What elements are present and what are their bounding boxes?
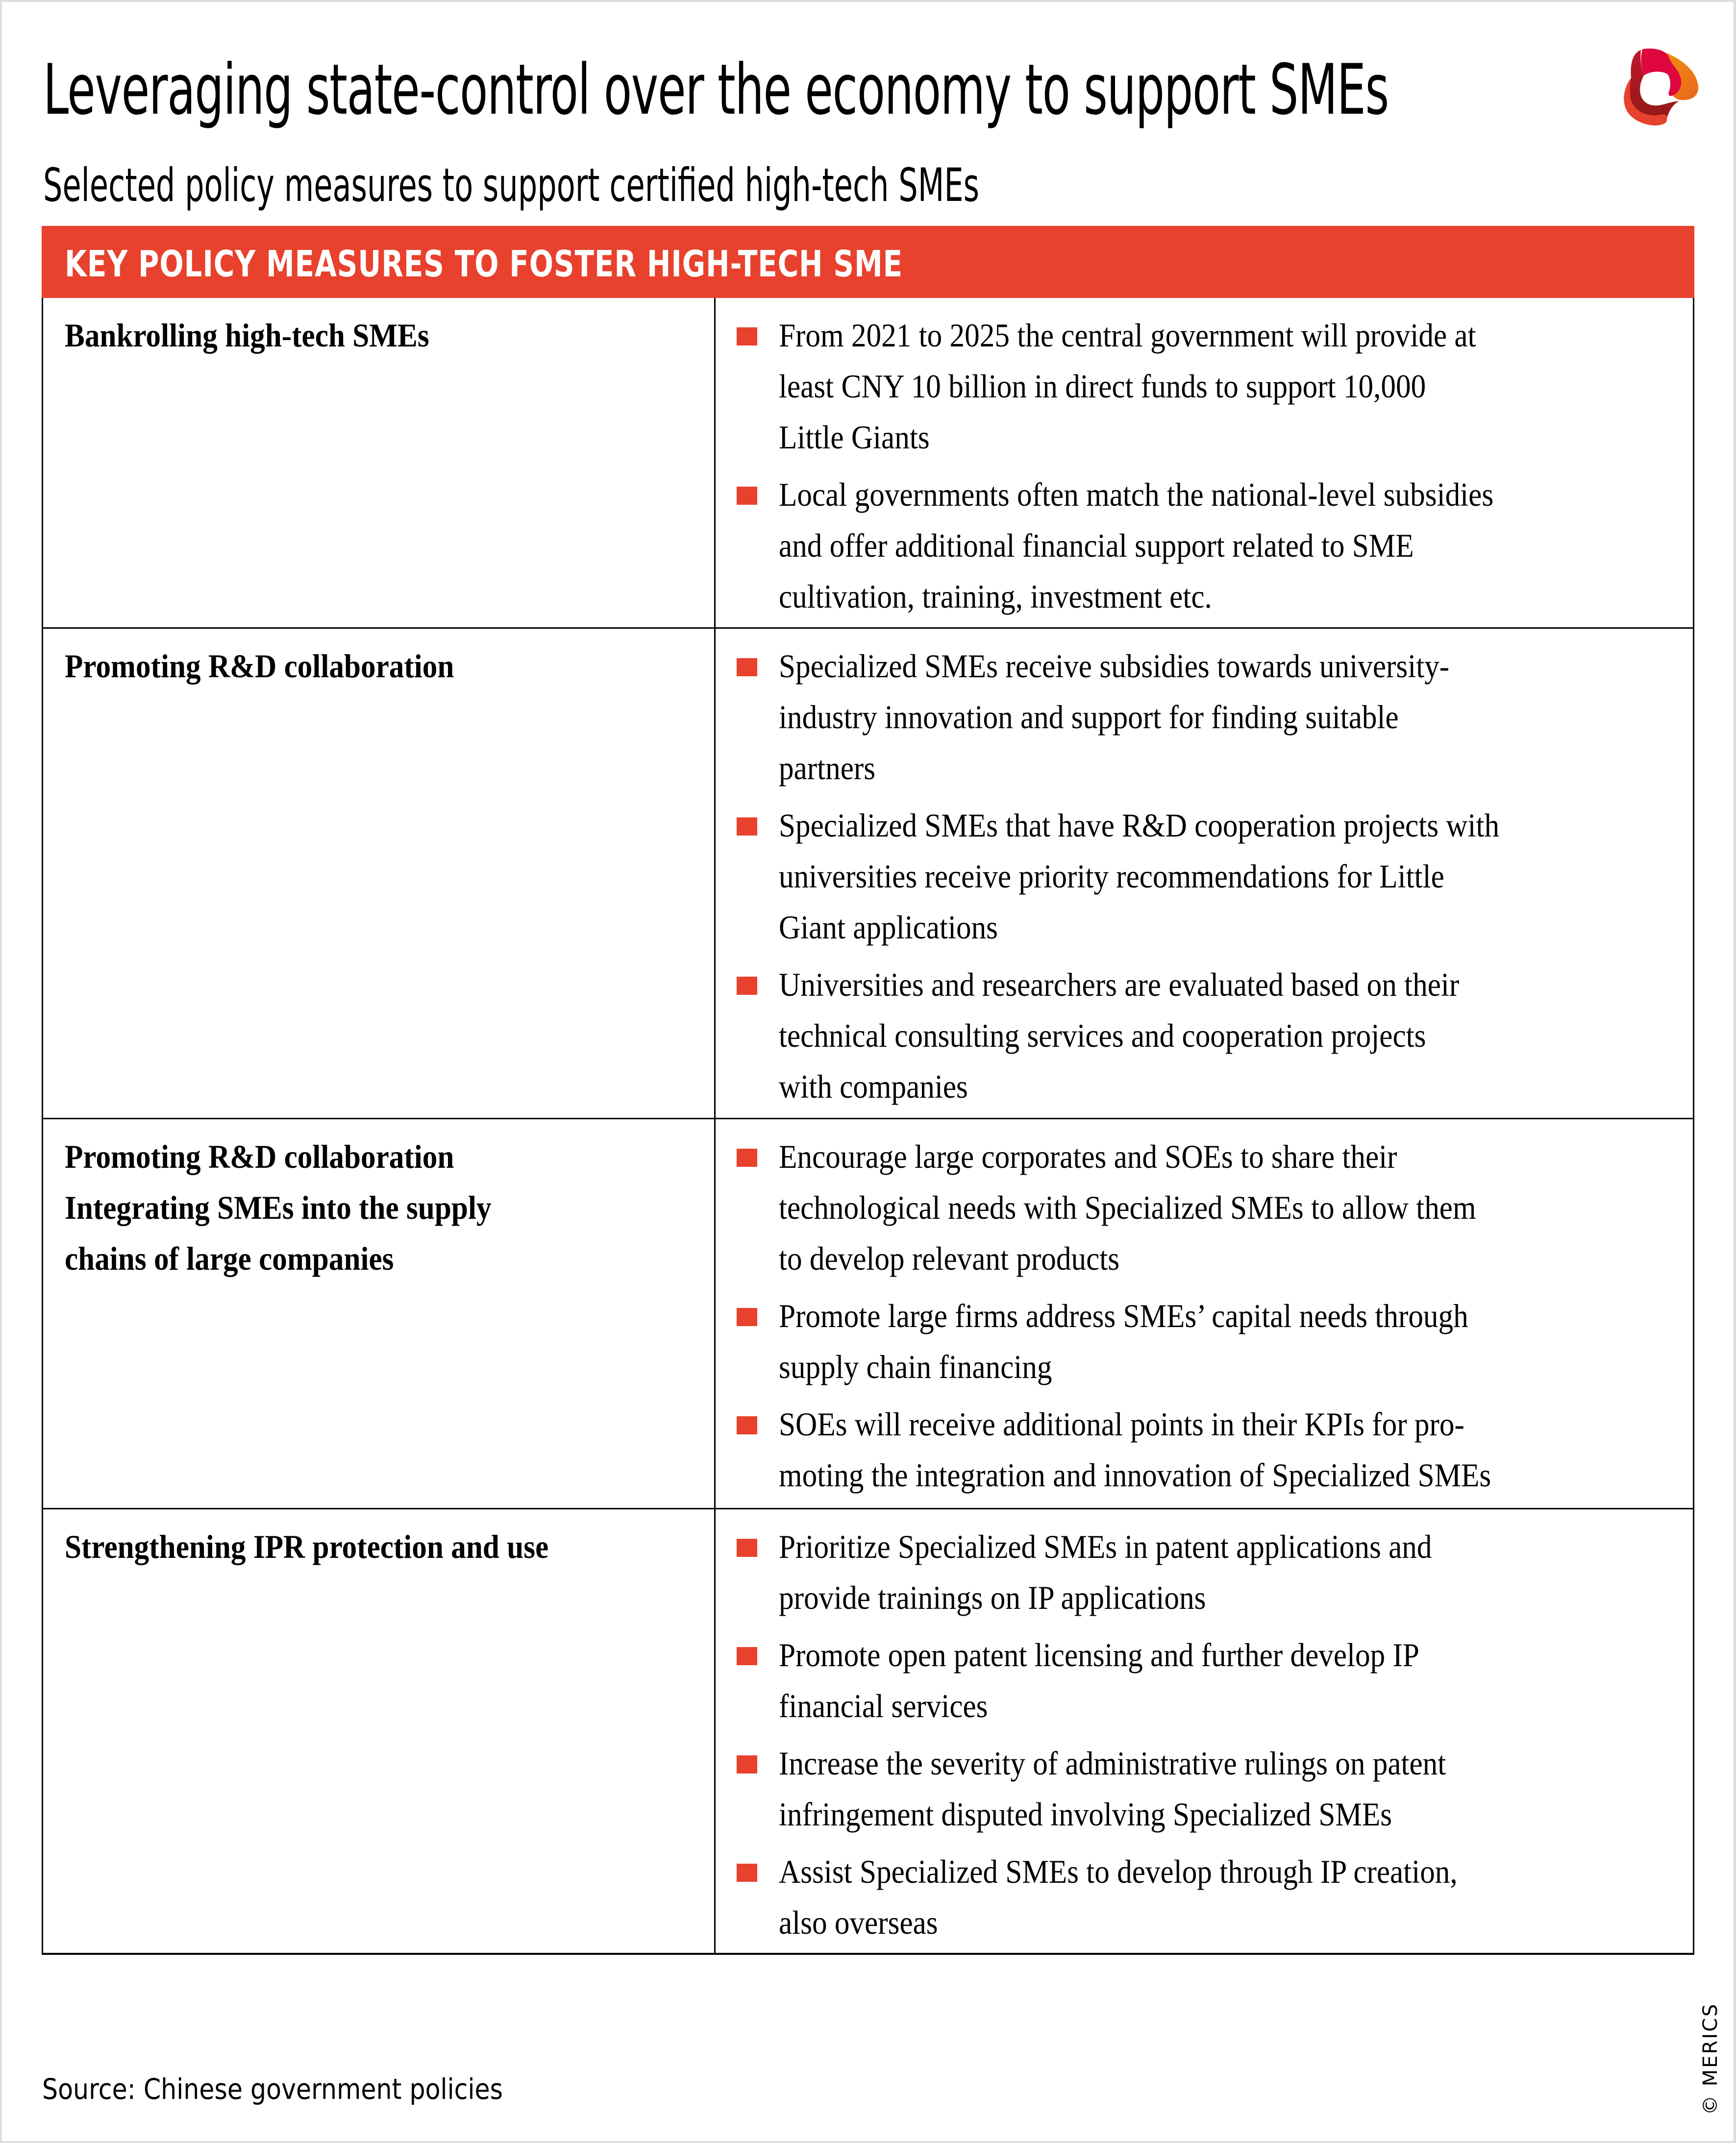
- measure-text-line: also overseas: [779, 1904, 938, 1941]
- measure-item: [737, 1629, 1683, 1731]
- source-note: Source: Chinese government policies: [42, 2072, 503, 2106]
- table-row: [42, 1119, 1694, 1509]
- measure-text-line: Assist Specialized SMEs to develop through IP creation,: [779, 1853, 1458, 1890]
- measure-item: [737, 800, 1683, 953]
- measure-text: [779, 469, 1683, 622]
- table-heading: KEY POLICY MEASURES TO FOSTER HIGH-TECH SME: [65, 243, 903, 285]
- row-measures: [716, 1509, 1693, 1953]
- measure-text-line: SOEs will receive additional points in their KPIs for pro-: [779, 1405, 1464, 1443]
- measure-text-line: cultivation, training, investment etc.: [779, 578, 1212, 615]
- table-row: [42, 1509, 1694, 1955]
- copyright-notice: © MERICS: [1699, 2002, 1722, 2115]
- square-bullet-icon: [737, 1647, 757, 1665]
- measure-item: [737, 959, 1683, 1112]
- row-label-line: Bankrolling high-tech SMEs: [65, 317, 429, 354]
- row-label-line: Strengthening IPR protection and use: [65, 1528, 549, 1565]
- square-bullet-icon: [737, 487, 757, 505]
- square-bullet-icon: [737, 1149, 757, 1167]
- row-label-line: chains of large companies: [65, 1240, 394, 1277]
- measure-text-line: technological needs with Specialized SMEs to allow them: [779, 1189, 1476, 1226]
- row-label: [43, 1119, 716, 1508]
- measure-text: [779, 310, 1683, 463]
- row-label: [43, 298, 716, 627]
- measure-text: [779, 959, 1683, 1112]
- measure-text: [779, 1521, 1683, 1623]
- square-bullet-icon: [737, 327, 757, 345]
- measure-text-line: moting the integration and innovation of Specialized SMEs: [779, 1456, 1491, 1494]
- measure-text-line: Universities and researchers are evaluated based on their: [779, 966, 1460, 1003]
- measure-item: [737, 640, 1683, 793]
- measure-text: [779, 800, 1683, 953]
- measure-item: [737, 1290, 1683, 1392]
- merics-logo-icon: [1612, 41, 1706, 134]
- measure-text-line: industry innovation and support for finding suitable: [779, 698, 1399, 736]
- square-bullet-icon: [737, 1308, 757, 1326]
- row-label: [43, 1509, 716, 1953]
- measure-text-line: financial services: [779, 1687, 988, 1724]
- measure-text-line: to develop relevant products: [779, 1240, 1120, 1277]
- measure-item: [737, 1521, 1683, 1623]
- measure-text: [779, 1131, 1683, 1284]
- measure-text-line: Giant applications: [779, 909, 998, 946]
- square-bullet-icon: [737, 977, 757, 995]
- table-header: [42, 226, 1694, 298]
- measure-text-line: Little Giants: [779, 419, 930, 456]
- square-bullet-icon: [737, 1539, 757, 1557]
- row-label-line: Promoting R&D collaboration: [65, 647, 454, 685]
- square-bullet-icon: [737, 1416, 757, 1434]
- measure-text-line: with companies: [779, 1068, 968, 1105]
- measure-text-line: supply chain financing: [779, 1348, 1052, 1385]
- measure-text-line: Local governments often match the national-level subsidies: [779, 476, 1494, 513]
- square-bullet-icon: [737, 658, 757, 676]
- measure-text: [779, 1629, 1683, 1731]
- measure-text-line: Increase the severity of administrative rulings on patent: [779, 1745, 1446, 1782]
- square-bullet-icon: [737, 1755, 757, 1774]
- measure-text: [779, 1846, 1683, 1948]
- measure-text-line: infringement disputed involving Specialized SMEs: [779, 1796, 1392, 1833]
- measure-item: [737, 1846, 1683, 1948]
- square-bullet-icon: [737, 1864, 757, 1882]
- measure-item: [737, 469, 1683, 622]
- page-subtitle: Selected policy measures to support certified high-tech SMEs: [43, 159, 979, 212]
- page-title: Leveraging state-control over the economy to support SMEs: [43, 49, 1389, 130]
- measure-text-line: Promote large firms address SMEs’ capital needs through: [779, 1297, 1468, 1334]
- row-measures: [716, 298, 1693, 627]
- measure-text-line: From 2021 to 2025 the central government will provide at: [779, 317, 1476, 354]
- policy-measures-table: [42, 226, 1694, 1955]
- measure-text-line: and offer additional financial support related to SME: [779, 527, 1414, 564]
- measure-item: [737, 1131, 1683, 1284]
- measure-text: [779, 640, 1683, 793]
- square-bullet-icon: [737, 817, 757, 836]
- measure-item: [737, 1738, 1683, 1840]
- measure-text-line: Prioritize Specialized SMEs in patent applications and: [779, 1528, 1432, 1565]
- measure-text-line: technical consulting services and cooperation projects: [779, 1017, 1426, 1054]
- measure-item: [737, 1399, 1683, 1501]
- measure-text-line: Promote open patent licensing and further develop IP: [779, 1636, 1419, 1674]
- table-row: [42, 629, 1694, 1119]
- row-measures: [716, 629, 1693, 1118]
- row-label: [43, 629, 716, 1118]
- measure-text: [779, 1738, 1683, 1840]
- measure-text-line: partners: [779, 749, 876, 787]
- measure-item: [737, 310, 1683, 463]
- table-row: [42, 298, 1694, 629]
- table-body: [42, 298, 1694, 1955]
- measure-text-line: provide trainings on IP applications: [779, 1579, 1206, 1616]
- measure-text: [779, 1290, 1683, 1392]
- row-measures: [716, 1119, 1693, 1508]
- row-label-line: Integrating SMEs into the supply: [65, 1189, 492, 1226]
- measure-text-line: universities receive priority recommendations for Little: [779, 858, 1444, 895]
- measure-text-line: Specialized SMEs receive subsidies towards university-: [779, 647, 1450, 685]
- measure-text: [779, 1399, 1683, 1501]
- measure-text-line: least CNY 10 billion in direct funds to support 10,000: [779, 368, 1426, 405]
- measure-text-line: Encourage large corporates and SOEs to share their: [779, 1138, 1397, 1175]
- row-label-line: Promoting R&D collaboration: [65, 1138, 454, 1175]
- infographic-page: [2, 2, 1734, 2141]
- measure-text-line: Specialized SMEs that have R&D cooperation projects with: [779, 807, 1500, 844]
